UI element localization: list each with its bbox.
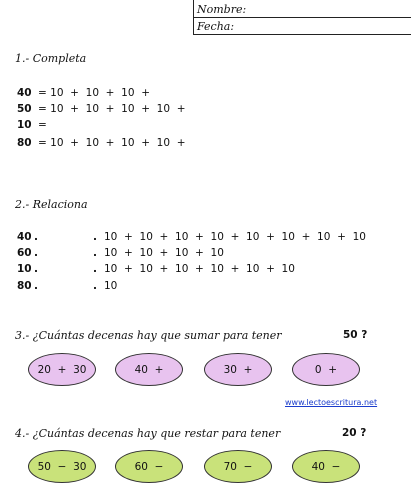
relate-right-1: 10 + 10 + 10 + 10 + 10 + 10 + 10 + 10: [104, 231, 366, 243]
fecha-label: Fecha:: [197, 20, 235, 33]
sum-ellipse-3[interactable]: [204, 353, 272, 386]
eq-row-4-lhs: 80: [17, 137, 32, 149]
section3-target: 50 ?: [343, 329, 368, 341]
relate-left-4: 80: [17, 280, 32, 292]
subtract-ellipse-3[interactable]: [204, 450, 272, 483]
relate-dot-right-2[interactable]: .: [93, 247, 97, 259]
relate-left-3: 10: [17, 263, 32, 275]
eq-row-2-rhs: = 10 + 10 + 10 + 10 +: [38, 103, 186, 115]
relate-left-2: 60: [17, 247, 32, 259]
eq-row-1-rhs: = 10 + 10 + 10 +: [38, 87, 150, 99]
relate-dot-right-3[interactable]: .: [93, 263, 97, 275]
subtract-ellipse-1-text: 50 − 30: [37, 460, 87, 473]
section2-title: 2.- Relaciona: [15, 198, 88, 211]
sum-ellipse-4-text: 0 +: [314, 363, 338, 376]
subtract-ellipse-1[interactable]: [28, 450, 96, 483]
subtract-ellipse-4[interactable]: [292, 450, 360, 483]
subtract-ellipse-3-text: 70 −: [223, 460, 253, 473]
nombre-line: [193, 17, 411, 18]
subtract-ellipse-2-text: 60 −: [134, 460, 164, 473]
eq-row-3-rhs: =: [38, 119, 47, 131]
eq-row-4-rhs: = 10 + 10 + 10 + 10 +: [38, 137, 186, 149]
relate-dot-right-4[interactable]: .: [93, 280, 97, 292]
relate-right-2: 10 + 10 + 10 + 10: [104, 247, 224, 259]
relate-dot-right-1[interactable]: .: [93, 231, 97, 243]
eq-row-1-lhs: 40: [17, 87, 32, 99]
relate-dot-left-2[interactable]: .: [34, 247, 38, 259]
relate-right-3: 10 + 10 + 10 + 10 + 10 + 10: [104, 263, 295, 275]
relate-dot-left-1[interactable]: .: [34, 231, 38, 243]
website-link[interactable]: www.lectoescritura.net: [285, 398, 378, 407]
sum-ellipse-4[interactable]: [292, 353, 360, 386]
relate-dot-left-4[interactable]: .: [34, 280, 38, 292]
section4-title: 4.- ¿Cuántas decenas hay que restar para tener: [15, 427, 281, 440]
relate-left-1: 40: [17, 231, 32, 243]
sum-ellipse-2-text: 40 +: [134, 363, 164, 376]
eq-row-3-lhs: 10: [17, 119, 32, 131]
eq-row-2-lhs: 50: [17, 103, 32, 115]
relate-right-4: 10: [104, 280, 118, 292]
section3-title: 3.- ¿Cuántas decenas hay que sumar para tener: [15, 329, 282, 342]
section4-target: 20 ?: [342, 427, 367, 439]
sum-ellipse-1[interactable]: [28, 353, 96, 386]
relate-dot-left-3[interactable]: .: [34, 263, 38, 275]
subtract-ellipse-4-text: 40 −: [311, 460, 341, 473]
subtract-ellipse-2[interactable]: [115, 450, 183, 483]
sum-ellipse-3-text: 30 +: [223, 363, 253, 376]
nombre-label: Nombre:: [197, 3, 247, 16]
fecha-line: [193, 34, 411, 35]
sum-ellipse-1-text: 20 + 30: [37, 363, 87, 376]
section1-title: 1.- Completa: [15, 52, 87, 65]
header-divider: [193, 0, 194, 35]
sum-ellipse-2[interactable]: [115, 353, 183, 386]
